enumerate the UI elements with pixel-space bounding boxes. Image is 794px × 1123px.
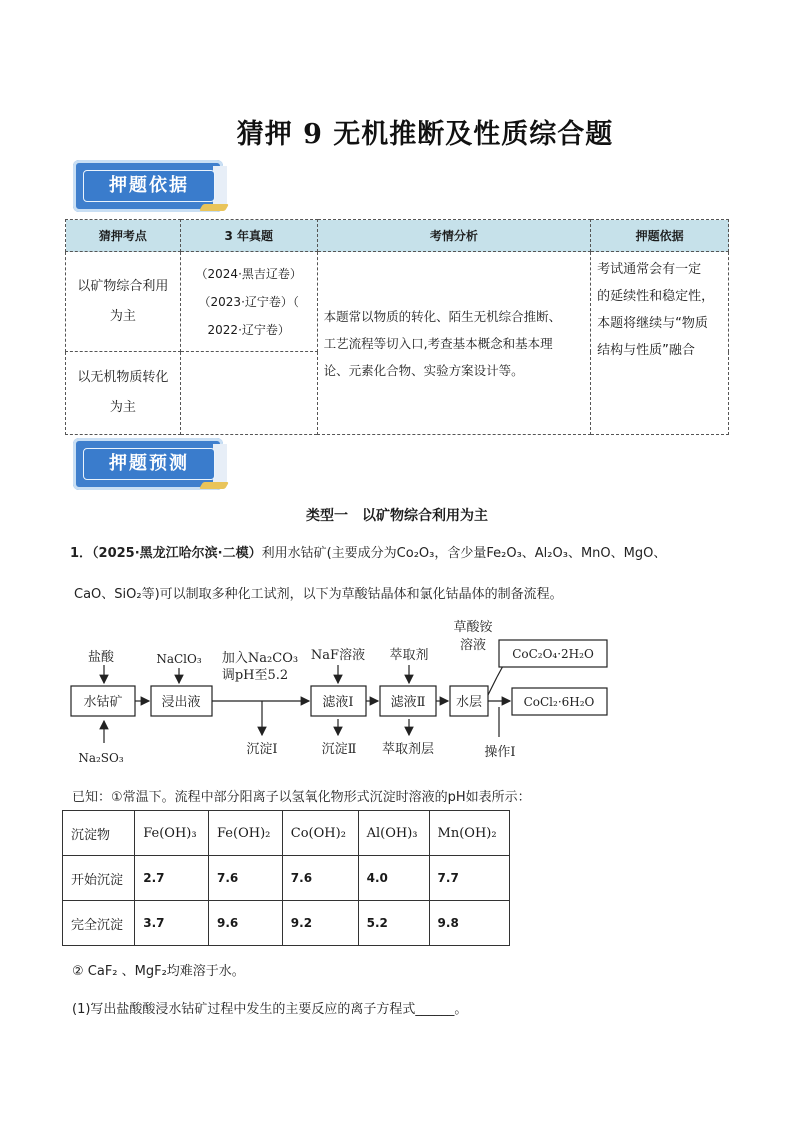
flow-box-label: 水钴矿: [83, 695, 123, 710]
flow-box-label: 滤液Ⅰ: [322, 695, 354, 710]
note-text: ② CaF₂ 、MgF₂均难溶于水。: [72, 964, 245, 979]
output-label: 萃取剂层: [381, 742, 435, 757]
flow-box-label: 浸出液: [161, 695, 201, 710]
banner-label: 押题依据: [83, 170, 215, 202]
table-row: 开始沉淀 2.7 7.6 7.6 4.0 7.7: [63, 856, 510, 901]
exams-cell: （2024·黑吉辽卷） （2023·辽宁卷）（ 2022·辽宁卷）: [180, 252, 317, 352]
condition-label: 加入Na₂CO₃: [221, 651, 299, 666]
question-text-cont: CaO、SiO₂等)可以制取多种化工试剂，以下为草酸钴晶体和氯化钴晶体的制备流程。: [74, 587, 563, 602]
output-label: 沉淀Ⅰ: [246, 742, 278, 757]
sub-question-1: (1)写出盐酸酸浸水钴矿过程中发生的主要反应的离子方程式______。: [72, 1002, 468, 1017]
question-text: 1．（2025·黑龙江哈尔滨·二模）利用水钴矿(主要成分为Co₂O₃，含少量Fe₂O₃、Al₂O₃、MnO、MgO、: [70, 546, 667, 561]
basis-table: [65, 219, 729, 435]
topic-cell: 以矿物综合利用 为主: [66, 252, 181, 352]
table-header-row: [66, 220, 729, 252]
header-analysis: 考情分析: [317, 220, 591, 252]
header-basis: 押题依据: [591, 220, 729, 252]
section-banner-prediction: [73, 438, 233, 496]
condition-label: 调pH至5.2: [221, 668, 289, 683]
flow-box-label: 滤液Ⅱ: [390, 695, 426, 710]
table-row: 完全沉淀 3.7 9.6 9.2 5.2 9.8: [63, 901, 510, 946]
basis-cell: 考试通常会有一定 的延续性和稳定性， 本题将继续与“物质 结构与性质”融合: [591, 252, 729, 435]
output-label: 操作Ⅰ: [484, 745, 516, 760]
output-label: 沉淀Ⅱ: [321, 742, 357, 757]
table-row: [66, 252, 729, 352]
section-title: 类型一 以矿物综合利用为主: [306, 508, 488, 524]
flow-box-label: CoC₂O₄·2H₂O: [512, 647, 594, 661]
topic-cell: 以无机物质转化 为主: [66, 352, 181, 435]
header-topic: 猜押考点: [66, 220, 181, 252]
ph-table: [62, 810, 510, 946]
exams-cell-empty: [180, 352, 317, 435]
pencil-icon: [199, 482, 229, 489]
header-exams: 3 年真题: [180, 220, 317, 252]
banner-label: 押题预测: [83, 448, 215, 480]
flow-box-label: CoCl₂·6H₂O: [523, 695, 595, 709]
input-label: NaF溶液: [310, 648, 366, 663]
input-label: 溶液: [459, 638, 487, 653]
table-header-row: 沉淀物 Fe(OH)₃ Fe(OH)₂ Co(OH)₂ Al(OH)₃ Mn(OH)₂: [63, 811, 510, 856]
input-label: Na₂SO₃: [78, 751, 124, 765]
analysis-cell: 本题常以物质的转化、陌生无机综合推断、 工艺流程等切入口,考查基本概念和基本理 论、元素化合物、实验方案设计等。: [317, 252, 591, 435]
section-banner-basis: [73, 160, 233, 218]
flow-box-label: 水层: [455, 695, 483, 710]
input-label: 盐酸: [87, 650, 115, 665]
page-title: 猜押 9 无机推断及性质综合题: [236, 119, 614, 150]
process-flow-diagram: [65, 615, 625, 775]
known-conditions: 已知：①常温下。流程中部分阳离子以氢氧化物形式沉淀时溶液的pH如表所示：: [72, 790, 531, 805]
input-label: 萃取剂: [389, 648, 429, 663]
input-label: NaClO₃: [156, 652, 202, 666]
input-label: 草酸铵: [453, 620, 493, 635]
pencil-icon: [199, 204, 229, 211]
